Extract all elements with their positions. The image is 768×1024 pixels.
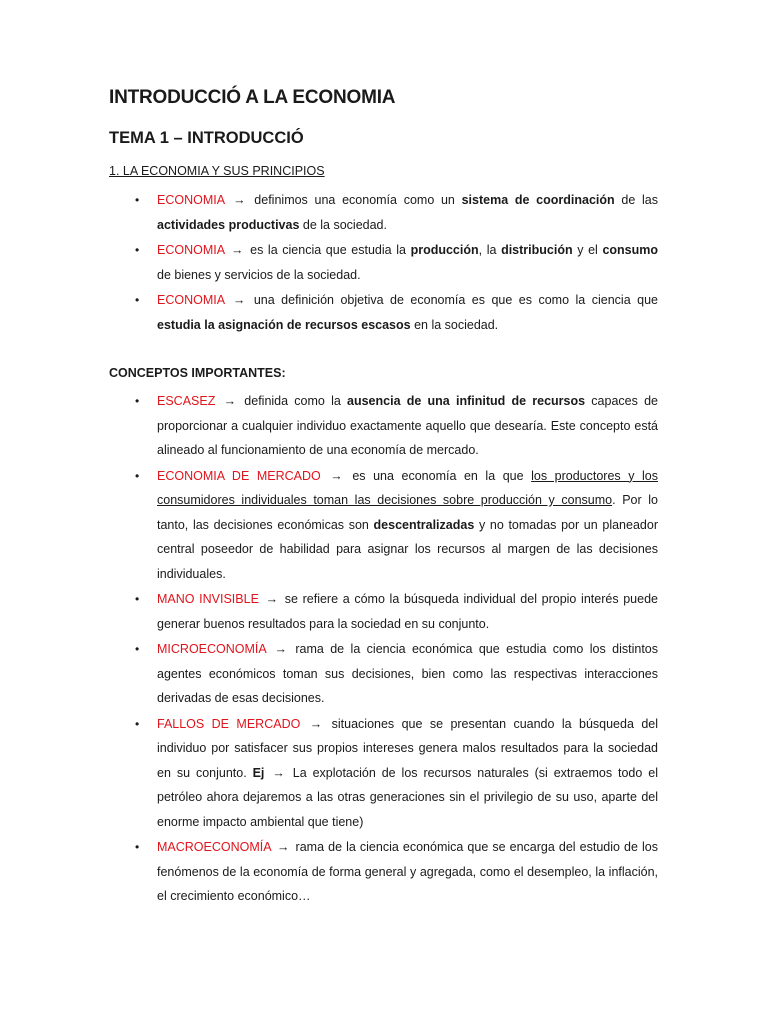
arrow-icon: → <box>272 765 285 780</box>
definition-text: , la <box>478 243 502 257</box>
list-item <box>135 389 658 463</box>
definition-text: . Por lo tanto, las decisiones económicas son <box>157 493 658 532</box>
definition-text: definimos una economía como un <box>247 193 462 207</box>
list-item <box>135 835 658 909</box>
term-label: MANO INVISIBLE <box>157 592 259 606</box>
definition-text: La explotación de los recursos naturales (si extraemos todo el petróleo ahora dejaremos a las otras generaciones sin el privilegio de su uso, aparte del enorme impacto ambiental que tiene) <box>157 765 658 829</box>
definition-text: definida como la <box>238 394 348 408</box>
arrow-icon: → <box>223 394 237 408</box>
bullet-icon: • <box>135 642 140 656</box>
arrow-icon: → <box>265 592 279 606</box>
term-label: FALLOS DE MERCADO <box>157 716 301 731</box>
concepts-heading: CONCEPTOS IMPORTANTES: <box>109 366 286 380</box>
list-item <box>135 238 658 287</box>
bold-text: consumo <box>602 243 658 257</box>
principles-list <box>135 188 658 337</box>
document-title: INTRODUCCIÓ A LA ECONOMIA <box>109 87 396 108</box>
term-label: ECONOMIA DE MERCADO <box>157 468 321 483</box>
definition-text: y el <box>572 243 603 257</box>
definition-text: es la ciencia que estudia la <box>245 243 411 257</box>
definition-text: de las <box>614 193 658 207</box>
arrow-icon: → <box>231 243 244 257</box>
section-heading: 1. LA ECONOMIA Y SUS PRINCIPIOS <box>109 164 325 178</box>
term-label: ESCASEZ <box>157 394 216 408</box>
arrow-icon: → <box>274 642 287 656</box>
definition-text: una definición objetiva de economía es que es como la ciencia que <box>247 293 658 307</box>
list-item <box>135 712 658 835</box>
term-label: ECONOMIA <box>157 193 225 207</box>
bullet-icon: • <box>135 592 140 606</box>
definition-text: capaces de proporcionar a cualquier individuo exactamente aquello que desearía. Este concepto está alineado al funcionamiento de una economía de mercado. <box>157 394 658 457</box>
definition-text: se refiere a cómo la búsqueda individual del propio interés puede generar buenos resultados para la sociedad en su conjunto. <box>157 592 658 631</box>
list-item <box>135 188 658 237</box>
term-label: MICROECONOMÍA <box>157 642 267 656</box>
bullet-icon: • <box>135 394 140 408</box>
definition-text: y no tomadas por un planeador central poseedor de habilidad para asignar los recursos al margen de las decisiones individuales. <box>157 517 658 581</box>
list-item <box>135 637 658 711</box>
bold-text: Ej <box>252 765 265 780</box>
arrow-icon: → <box>330 468 343 483</box>
definition-text: situaciones que se presentan cuando la búsqueda del individuo por satisfacer sus propios intereses genera malos resultados para la sociedad en su conjunto. <box>157 716 658 780</box>
bold-text: producción <box>410 243 479 257</box>
list-item <box>135 288 658 337</box>
list-item <box>135 587 658 636</box>
bold-text: distribución <box>501 243 573 257</box>
definition-text: rama de la ciencia económica que estudia como los distintos agentes económicos toman sus decisiones, bien como las respectivas interacciones derivadas de esas decisiones. <box>157 642 658 705</box>
bullet-icon: • <box>135 243 140 257</box>
bold-text: ausencia de una infinitud de recursos <box>347 394 586 408</box>
bullet-icon: • <box>135 468 140 483</box>
definition-text: en la sociedad. <box>410 317 499 332</box>
concepts-list <box>135 389 658 909</box>
bold-text: actividades productivas <box>157 217 300 232</box>
bold-text: estudia la asignación de recursos escasos <box>157 317 411 332</box>
bold-text: sistema de coordinación <box>461 193 615 207</box>
list-item <box>135 464 658 587</box>
arrow-icon: → <box>233 193 246 207</box>
arrow-icon: → <box>232 293 246 307</box>
bold-text: descentralizadas <box>373 517 475 532</box>
topic-heading: TEMA 1 – INTRODUCCIÓ <box>109 129 304 147</box>
term-label: MACROECONOMÍA <box>157 840 271 854</box>
underlined-text: los productores y los consumidores individuales toman las decisiones sobre producción y consumo <box>157 468 658 507</box>
term-label: ECONOMIA <box>157 243 225 257</box>
bullet-icon: • <box>135 840 140 854</box>
arrow-icon: → <box>276 840 290 854</box>
bullet-icon: • <box>135 716 140 731</box>
bullet-icon: • <box>135 193 140 207</box>
definition-text: es una economía en la que <box>344 468 532 483</box>
definition-text: de bienes y servicios de la sociedad. <box>157 267 361 282</box>
definition-text: de la sociedad. <box>299 217 387 232</box>
arrow-icon: → <box>309 716 323 731</box>
term-label: ECONOMIA <box>157 293 225 307</box>
bullet-icon: • <box>135 293 140 307</box>
definition-text: rama de la ciencia económica que se encarga del estudio de los fenómenos de la economía de forma general y agregada, como el desempleo, la inflación, el crecimiento económico… <box>157 840 658 903</box>
